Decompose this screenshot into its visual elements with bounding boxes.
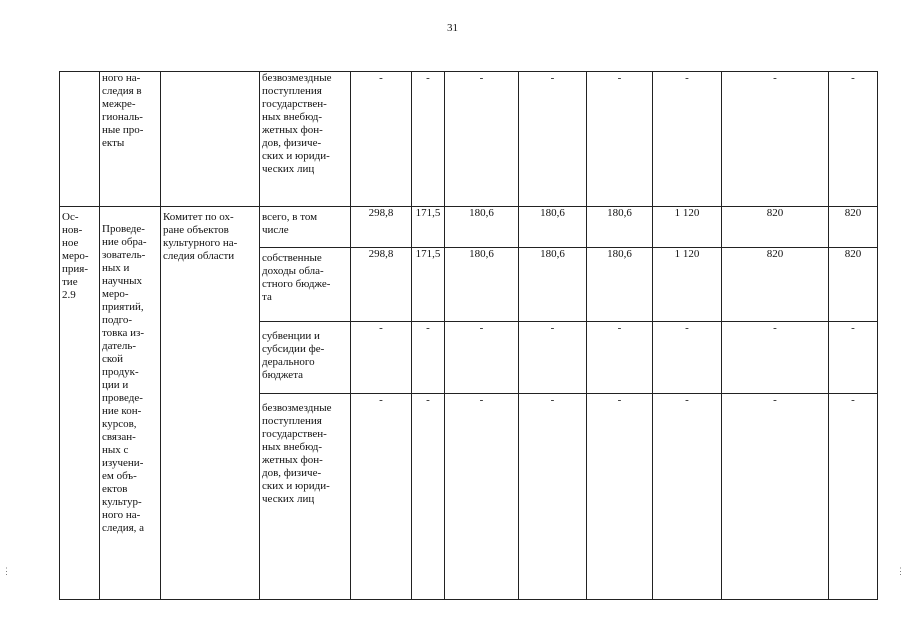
value-cell: 180,6 bbox=[445, 207, 519, 248]
value-cell: 180,6 bbox=[519, 207, 587, 248]
value-cell: - bbox=[445, 72, 519, 207]
funding-source-cell: всего, в том числе bbox=[260, 207, 351, 248]
value-cell: - bbox=[587, 394, 653, 600]
executor-cell bbox=[161, 72, 260, 207]
funding-source-cell: безвозмездные поступления государствен- ных внебюд- жетных фон- дов, физиче- ских и юриди- ческих лиц bbox=[260, 72, 351, 207]
value-cell: - bbox=[519, 322, 587, 394]
value-cell: - bbox=[829, 322, 878, 394]
value-cell: 1 120 bbox=[653, 248, 722, 322]
value-cell: 180,6 bbox=[587, 207, 653, 248]
value-cell: 1 120 bbox=[653, 207, 722, 248]
value-cell: - bbox=[412, 72, 445, 207]
value-cell: - bbox=[829, 394, 878, 600]
value-cell: - bbox=[722, 72, 829, 207]
funding-source-cell: субвенции и субсидии фе- дерального бюджета bbox=[260, 322, 351, 394]
value-cell: 180,6 bbox=[587, 248, 653, 322]
value-cell: 820 bbox=[829, 248, 878, 322]
value-cell: - bbox=[653, 394, 722, 600]
value-cell: - bbox=[722, 394, 829, 600]
value-cell: - bbox=[722, 322, 829, 394]
value-cell: - bbox=[412, 394, 445, 600]
value-cell: 171,5 bbox=[412, 207, 445, 248]
measure-number-cell: Ос- нов- ное меро- прия- тие 2.9 bbox=[60, 207, 100, 600]
value-cell: - bbox=[829, 72, 878, 207]
value-cell: 298,8 bbox=[351, 207, 412, 248]
table-row bbox=[60, 207, 878, 248]
measure-name-cell: ного на- следия в межре- гиональ- ные про- екты bbox=[100, 72, 161, 207]
value-cell: 171,5 bbox=[412, 248, 445, 322]
value-cell: 820 bbox=[722, 248, 829, 322]
funding-source-cell: безвозмездные поступления государствен- ных внебюд- жетных фон- дов, физиче- ских и юриди- ческих лиц bbox=[260, 394, 351, 600]
value-cell: - bbox=[653, 322, 722, 394]
value-cell: - bbox=[653, 72, 722, 207]
table-row bbox=[60, 72, 878, 207]
value-cell: - bbox=[445, 394, 519, 600]
value-cell: 820 bbox=[722, 207, 829, 248]
executor-cell: Комитет по ох- ране объектов культурного на- следия области bbox=[161, 207, 260, 600]
value-cell: - bbox=[351, 322, 412, 394]
value-cell: - bbox=[587, 322, 653, 394]
page-number: 31 bbox=[447, 22, 458, 34]
scan-edge-mark: ⋮ bbox=[896, 566, 905, 576]
value-cell: 180,6 bbox=[445, 248, 519, 322]
value-cell: 298,8 bbox=[351, 248, 412, 322]
funding-source-cell: собственные доходы обла- стного бюдже- та bbox=[260, 248, 351, 322]
value-cell: - bbox=[445, 322, 519, 394]
value-cell: - bbox=[519, 72, 587, 207]
scan-edge-mark: ⋮ bbox=[2, 566, 11, 576]
value-cell: 820 bbox=[829, 207, 878, 248]
row-number-cell bbox=[60, 72, 100, 207]
value-cell: - bbox=[351, 394, 412, 600]
value-cell: - bbox=[412, 322, 445, 394]
value-cell: 180,6 bbox=[519, 248, 587, 322]
value-cell: - bbox=[519, 394, 587, 600]
budget-table bbox=[59, 71, 878, 600]
value-cell: - bbox=[587, 72, 653, 207]
measure-description-cell: Проведе- ние обра- зователь- ных и научных меро- приятий, подго- товка из- датель- ской продук- ции и проведе- ние кон- курсов, связан- ных с изучени- ем объ- ектов культур- ного на- следия, а bbox=[100, 207, 161, 600]
value-cell: - bbox=[351, 72, 412, 207]
